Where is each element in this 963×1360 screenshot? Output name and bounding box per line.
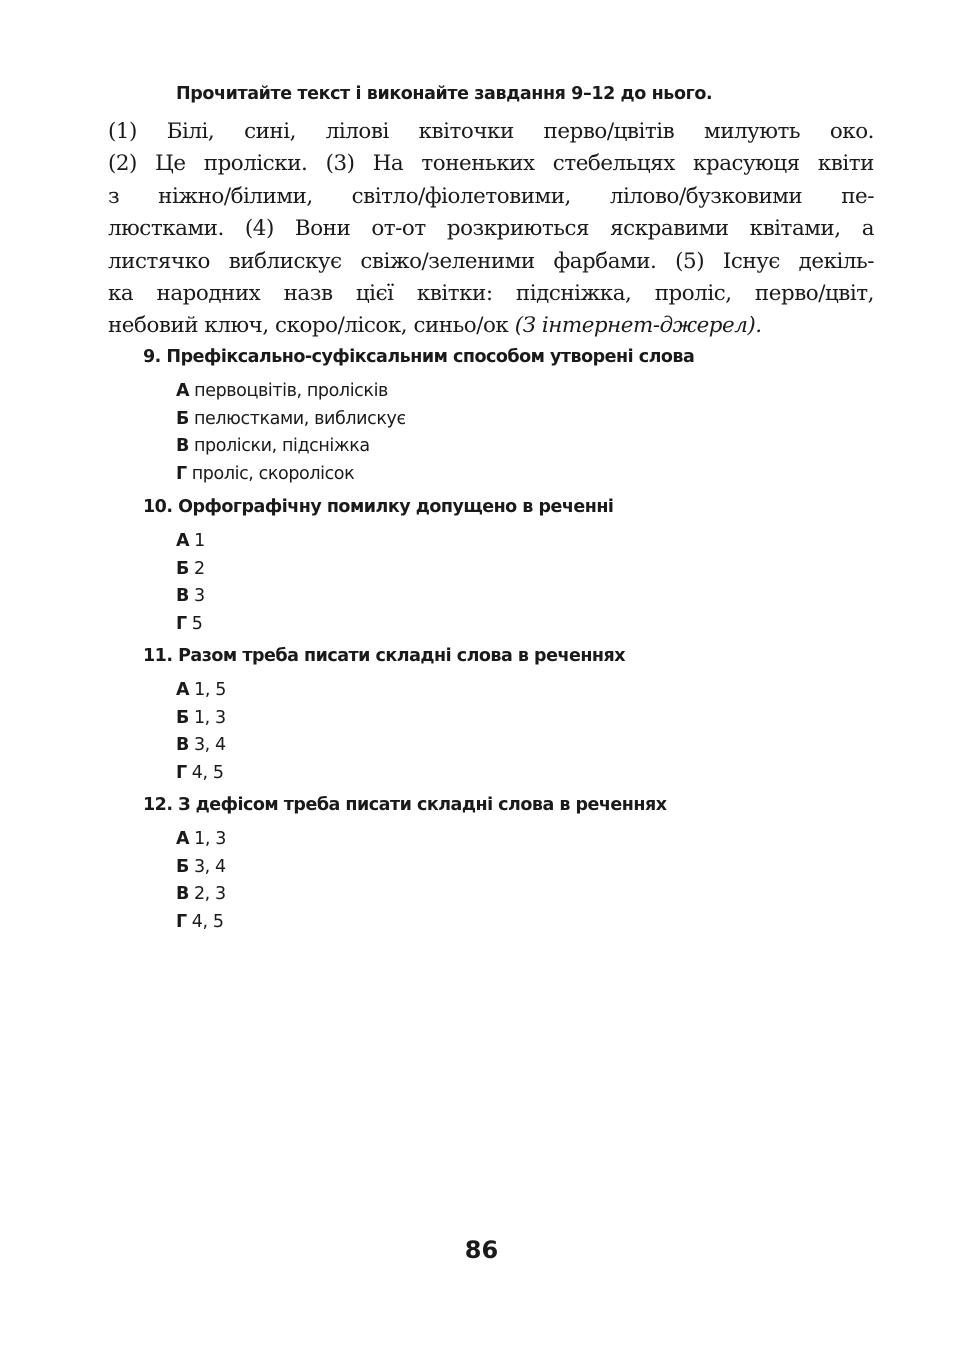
passage-line: люстками. (4) Вони от-от розкриються яскравими квітами, а — [108, 216, 874, 242]
option-text: 3, 4 — [193, 735, 226, 756]
question-12 — [143, 794, 863, 936]
answer-option-v[interactable] — [176, 881, 863, 909]
option-letter: Б — [176, 856, 189, 877]
answer-options — [176, 528, 863, 638]
option-text: 1, 5 — [194, 680, 226, 700]
answer-option-a[interactable] — [176, 528, 863, 556]
option-letter: В — [176, 735, 189, 756]
answer-option-a[interactable] — [176, 677, 863, 705]
option-text: 2, 3 — [193, 884, 226, 905]
option-letter: Б — [176, 558, 189, 579]
answer-option-v[interactable] — [176, 732, 863, 760]
passage-line: (2) Це проліски. (3) На тоненьких стебельцях красуюця квіти — [108, 151, 874, 177]
answer-option-b[interactable] — [176, 854, 863, 882]
question-title: 12. З дефісом треба писати складні слова в реченнях — [143, 795, 667, 815]
option-text: 4, 5 — [191, 911, 224, 932]
option-letter: В — [176, 436, 189, 457]
answer-options — [176, 677, 863, 787]
question-title: 10. Орфографічну помилку допущено в реченні — [143, 497, 614, 517]
instruction-heading: Прочитайте текст і виконайте завдання 9–12 до нього. — [176, 84, 713, 104]
answer-option-b[interactable] — [176, 705, 863, 733]
question-title: 9. Префіксально-суфіксальним способом утворені слова — [143, 347, 695, 367]
reading-passage — [108, 116, 874, 343]
option-text: проліс, скоролісок — [191, 463, 355, 484]
option-letter: Г — [176, 463, 187, 484]
option-text: 3 — [193, 586, 205, 607]
passage-last-line — [108, 310, 874, 342]
option-letter: Г — [176, 613, 187, 634]
option-text: 2 — [193, 558, 205, 579]
option-letter: А — [176, 829, 190, 849]
answer-options — [176, 378, 863, 488]
answer-option-g[interactable] — [176, 909, 863, 937]
passage-line: (1) Білі, сині, лілові квіточки перво/цвітів милують око. — [108, 119, 874, 144]
question-10 — [143, 496, 863, 638]
question-title: 11. Разом треба писати складні слова в реченнях — [143, 646, 626, 666]
option-letter: Б — [176, 707, 189, 728]
answer-option-v[interactable] — [176, 583, 863, 611]
passage-line: ка народних назв цієї квітки: підсніжка, проліс, перво/цвіт, — [108, 281, 874, 307]
option-letter: Г — [176, 911, 187, 932]
answer-option-v[interactable] — [176, 433, 863, 461]
answer-option-a[interactable] — [176, 826, 863, 854]
answer-options — [176, 826, 863, 936]
option-letter: Б — [176, 408, 189, 429]
option-letter: Г — [176, 762, 187, 783]
passage-line: листячко виблискує свіжо/зеленими фарбами. (5) Існує декіль- — [108, 248, 874, 274]
passage-last-line-text: небовий ключ, скоро/лісок, синьо/ок — [108, 313, 509, 339]
option-text: 3, 4 — [193, 856, 226, 877]
answer-option-g[interactable] — [176, 461, 863, 489]
option-text: проліски, підсніжка — [193, 436, 370, 457]
answer-option-g[interactable] — [176, 760, 863, 788]
question-9 — [143, 346, 863, 488]
option-text: пелюстками, виблискує — [193, 408, 406, 429]
option-text: первоцвітів, пролісків — [194, 381, 388, 401]
option-letter: А — [176, 680, 190, 700]
question-11 — [143, 645, 863, 787]
option-letter: В — [176, 884, 189, 905]
option-text: 1, 3 — [193, 707, 226, 728]
answer-option-g[interactable] — [176, 611, 863, 639]
passage-source: (З інтернет-джерел). — [514, 313, 762, 339]
answer-option-b[interactable] — [176, 556, 863, 584]
option-text: 1, 3 — [194, 829, 226, 849]
answer-option-b[interactable] — [176, 406, 863, 434]
option-text: 5 — [191, 613, 203, 634]
page-number: 86 — [464, 1236, 499, 1264]
passage-line: з ніжно/білими, світло/фіолетовими, лілово/бузковими пе- — [108, 183, 874, 209]
option-letter: А — [176, 531, 190, 551]
option-letter: В — [176, 586, 189, 607]
option-letter: А — [176, 381, 190, 401]
answer-option-a[interactable] — [176, 378, 863, 406]
option-text: 4, 5 — [191, 762, 224, 783]
option-text: 1 — [194, 531, 205, 551]
